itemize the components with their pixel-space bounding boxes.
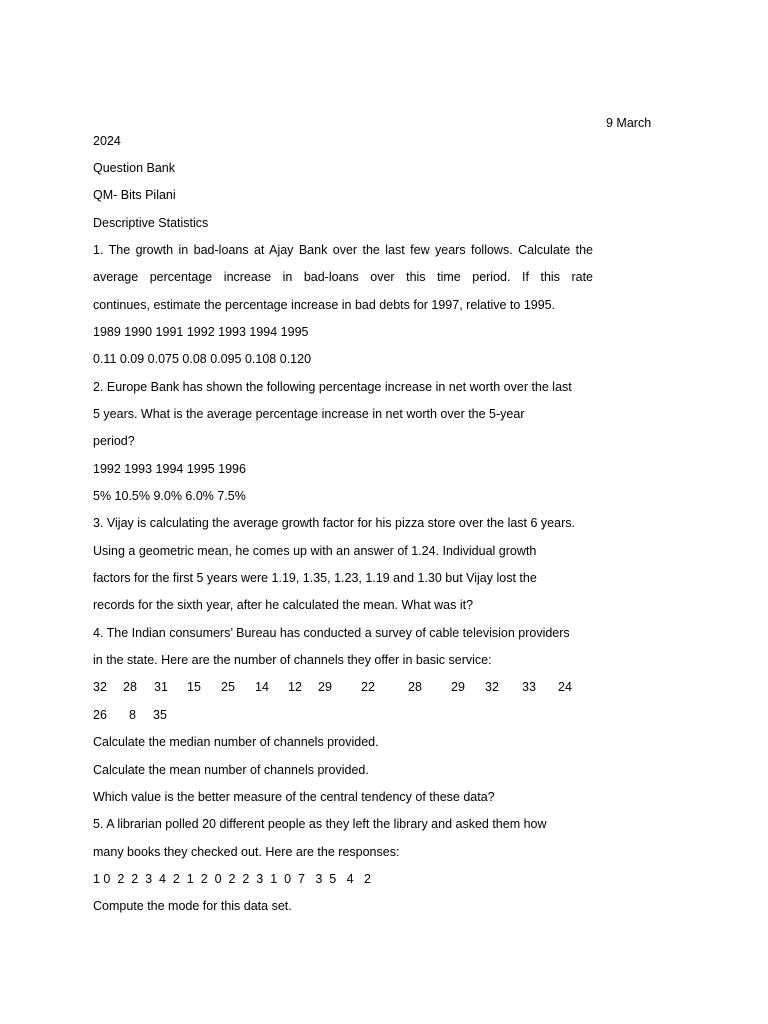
q3-text-line-3: factors for the first 5 years were 1.19, 1.35, 1.23, 1.19 and 1.30 but Vijay lost the xyxy=(93,571,537,585)
date-day-month: 9 March xyxy=(606,116,652,130)
q3-text-line-2: Using a geometric mean, he comes up with an answer of 1.24. Individual growth xyxy=(93,544,537,558)
q4-data-value: 28 xyxy=(408,680,422,694)
section-heading: Descriptive Statistics xyxy=(93,216,209,230)
q4-data-value: 12 xyxy=(288,680,302,694)
q3-text-line-4: records for the sixth year, after he calculated the mean. What was it? xyxy=(93,598,474,612)
date-year: 2024 xyxy=(93,134,121,148)
q1-text-line-1: 1. The growth in bad-loans at Ajay Bank over the last few years follows. Calculate the xyxy=(93,243,593,257)
q4-data-value: 22 xyxy=(361,680,375,694)
q4-data-value: 31 xyxy=(154,680,168,694)
q5-text-line-2: many books they checked out. Here are the responses: xyxy=(93,845,400,859)
q2-values: 5% 10.5% 9.0% 6.0% 7.5% xyxy=(93,489,246,503)
q4-data-value: 28 xyxy=(123,680,137,694)
q4-data-value: 29 xyxy=(451,680,465,694)
q4-data-value: 24 xyxy=(558,680,572,694)
q5-text-line-1: 5. A librarian polled 20 different people as they left the library and asked them how xyxy=(93,817,547,831)
q4-data-value: 35 xyxy=(153,708,167,722)
q4-data-value: 29 xyxy=(318,680,332,694)
q1-text-line-2: average percentage increase in bad-loans over this time period. If this rate xyxy=(93,270,593,284)
q4-text-line-1: 4. The Indian consumers’ Bureau has conducted a survey of cable television providers xyxy=(93,626,570,640)
q3-text-line-1: 3. Vijay is calculating the average growth factor for his pizza store over the last 6 years. xyxy=(93,516,575,530)
q2-text-line-3: period? xyxy=(93,434,135,448)
q5-data: 1 0 2 2 3 4 2 1 2 0 2 2 3 1 0 7 3 5 4 2 xyxy=(93,872,371,886)
q4-data-value: 33 xyxy=(522,680,536,694)
q1-values: 0.11 0.09 0.075 0.08 0.095 0.108 0.120 xyxy=(93,352,312,366)
q2-text-line-2: 5 years. What is the average percentage increase in net worth over the 5-year xyxy=(93,407,525,421)
q2-years: 1992 1993 1994 1995 1996 xyxy=(93,462,246,476)
q1-years: 1989 1990 1991 1992 1993 1994 1995 xyxy=(93,325,309,339)
q4-ask-mean: Calculate the mean number of channels provided. xyxy=(93,763,369,777)
q4-ask-median: Calculate the median number of channels provided. xyxy=(93,735,379,749)
q4-data-value: 32 xyxy=(485,680,499,694)
q5-ask-mode: Compute the mode for this data set. xyxy=(93,899,292,913)
q4-data-value: 15 xyxy=(187,680,201,694)
course-name: QM- Bits Pilani xyxy=(93,188,176,202)
q4-data-value: 25 xyxy=(221,680,235,694)
q4-data-value: 26 xyxy=(93,708,107,722)
q1-text-line-3: continues, estimate the percentage increase in bad debts for 1997, relative to 1995. xyxy=(93,298,556,312)
q4-text-line-2: in the state. Here are the number of channels they offer in basic service: xyxy=(93,653,492,667)
document-title: Question Bank xyxy=(93,161,175,175)
q4-data-value: 32 xyxy=(93,680,107,694)
q4-data-value: 8 xyxy=(129,708,136,722)
q4-ask-central-tendency: Which value is the better measure of the central tendency of these data? xyxy=(93,790,495,804)
q2-text-line-1: 2. Europe Bank has shown the following percentage increase in net worth over the last xyxy=(93,380,572,394)
q4-data-value: 14 xyxy=(255,680,269,694)
